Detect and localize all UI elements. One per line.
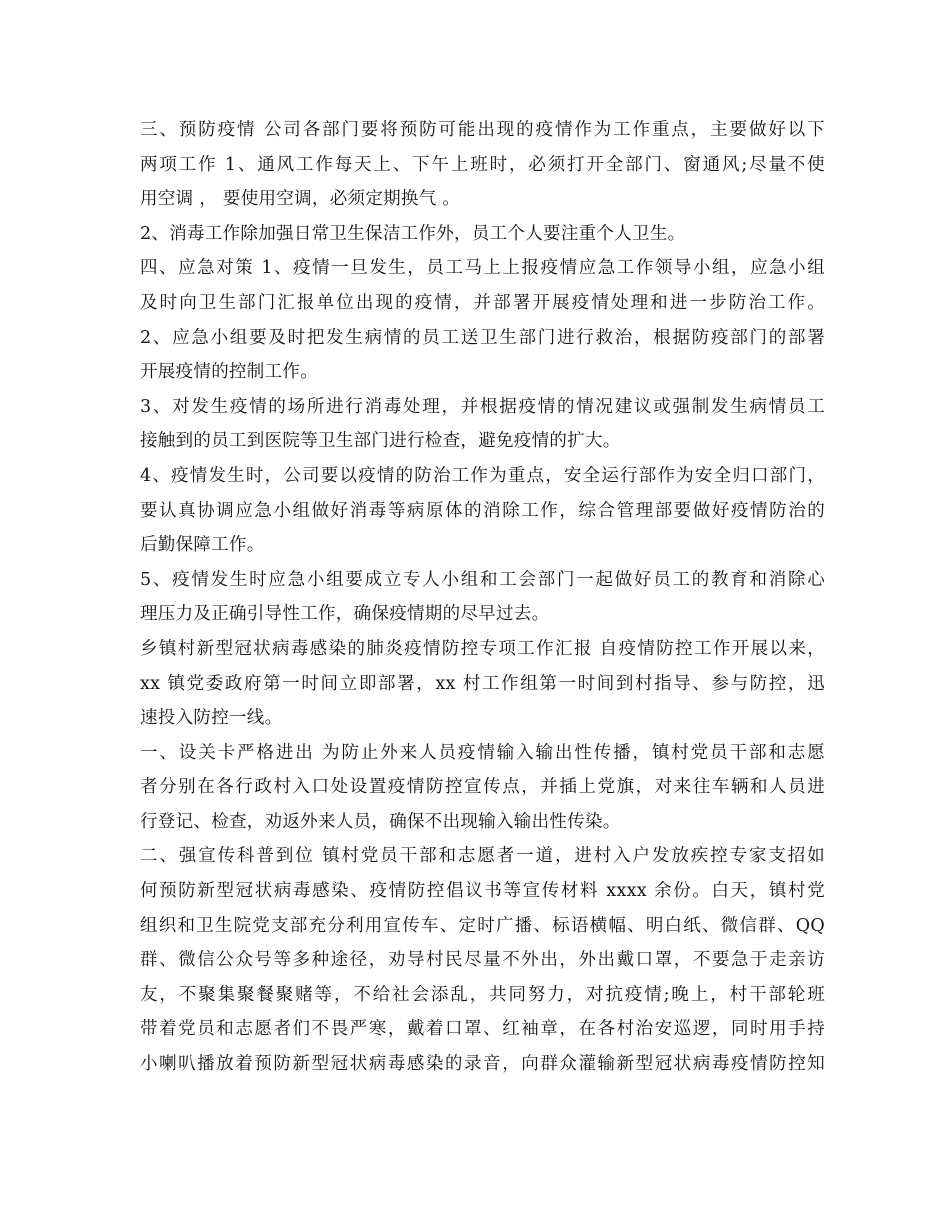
text-line: 带着党员和志愿者们不畏严寒，戴着口罩、红袖章，在各村治安巡逻，同时用手持 [140,1019,825,1040]
text-line: 乡镇村新型冠状病毒感染的肺炎疫情防控专项工作汇报 自疫情防控工作开展以来， [140,638,825,659]
text-line: 开展疫情的控制工作。 [140,362,318,383]
document-body [140,113,825,1082]
text-line: 何预防新型冠状病毒感染、疫情防控倡议书等宣传材料 xxxx 余份。白天，镇村党 [140,881,825,902]
text-line: xx 镇党委政府第一时间立即部署，xx 村工作组第一时间到村指导、参与防控，迅 [140,673,825,694]
text-line: 要认真协调应急小组做好消毒等病原体的消除工作，综合管理部要做好疫情防治的 [140,500,825,521]
text-line: 用空调 ， 要使用空调，必须定期换气 。 [140,189,461,210]
text-line: 3、对发生疫情的场所进行消毒处理，并根据疫情的情况建议或强制发生病情员工 [140,396,825,417]
text-line: 组织和卫生院党支部充分利用宣传车、定时广播、标语横幅、明白纸、微信群、QQ [140,915,825,936]
text-line: 行登记、检查，劝返外来人员，确保不出现输入输出性传染。 [140,811,621,832]
text-line: 者分别在各行政村入口处设置疫情防控宣传点，并插上党旗，对来往车辆和人员进 [140,777,825,798]
text-line: 小喇叭播放着预防新型冠状病毒感染的录音，向群众灌输新型冠状病毒疫情防控知 [140,1054,825,1075]
text-line: 一、设关卡严格进出 为防止外来人员疫情输入输出性传播，镇村党员干部和志愿 [140,742,825,763]
text-line: 5、疫情发生时应急小组要成立专人小组和工会部门一起做好员工的教育和消除心 [140,569,825,590]
text-line: 速投入防控一线。 [140,708,283,729]
text-line: 三、预防疫情 公司各部门要将预防可能出现的疫情作为工作重点，主要做好以下 [140,120,825,140]
text-line: 友，不聚集聚餐聚赌等，不给社会添乱，共同努力，对抗疫情;晚上，村干部轮班 [140,984,825,1005]
text-line: 2、消毒工作除加强日常卫生保洁工作外，员工个人要注重个人卫生。 [140,223,686,244]
text-line: 群、微信公众号等多种途径，劝导村民尽量不外出，外出戴口罩，不要急于走亲访 [140,950,825,971]
text-line: 2、应急小组要及时把发生病情的员工送卫生部门进行救治，根据防疫部门的部署 [140,327,825,348]
text-line: 理压力及正确引导性工作，确保疫情期的尽早过去。 [140,604,550,625]
text-line: 二、强宣传科普到位 镇村党员干部和志愿者一道，进村入户发放疾控专家支招如 [140,846,825,867]
text-line: 及时向卫生部门汇报单位出现的疫情，并部署开展疫情处理和进一步防治工作。 [140,292,825,313]
text-line: 后勤保障工作。 [140,535,265,556]
text-line: 4、疫情发生时，公司要以疫情的防治工作为重点，安全运行部作为安全归口部门， [140,465,825,486]
text-line: 四、应急对策 1、疫情一旦发生，员工马上上报疫情应急工作领导小组，应急小组 [140,258,825,279]
text-line: 两项工作 1、通风工作每天上、下午上班时，必须打开全部门、窗通风;尽量不使 [140,154,825,175]
text-line: 接触到的员工到医院等卫生部门进行检查，避免疫情的扩大。 [140,431,621,452]
